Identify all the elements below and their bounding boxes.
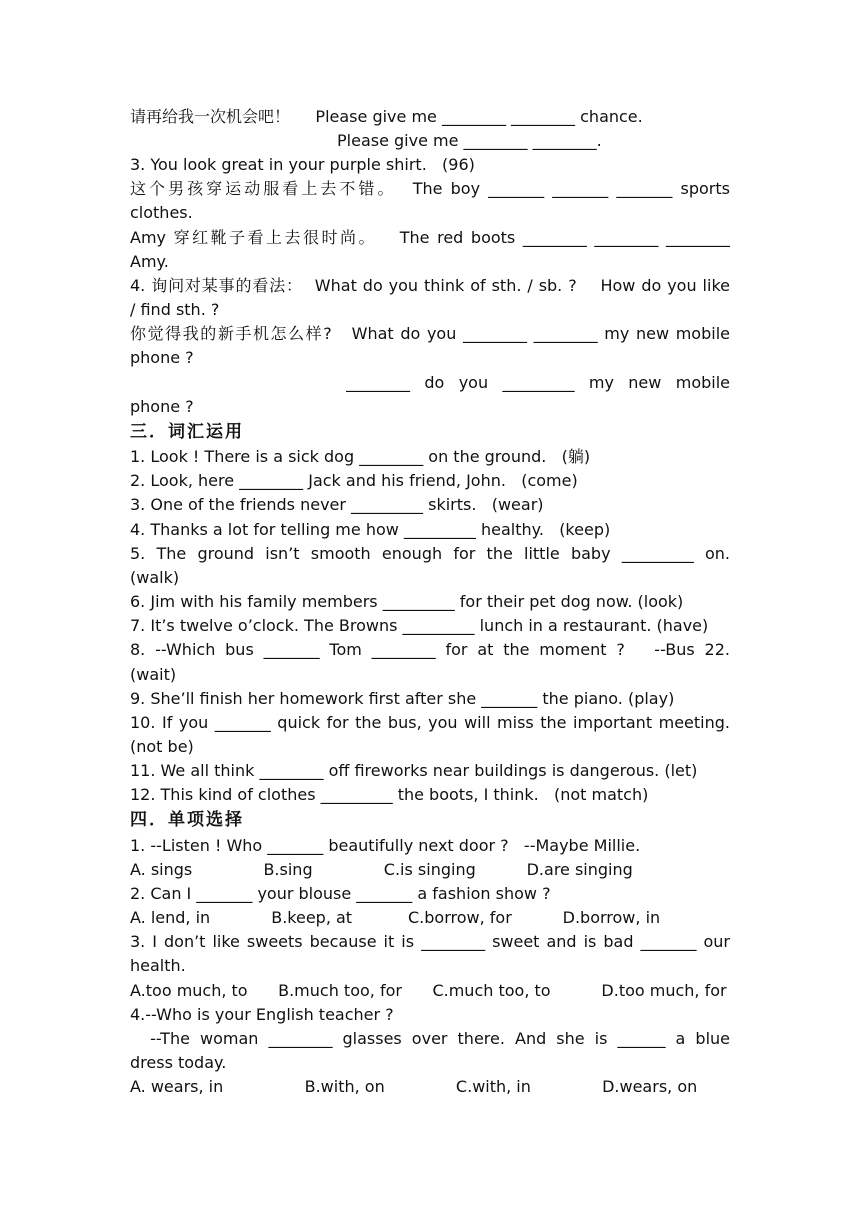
question-line: health.	[130, 956, 186, 975]
text-line: Please give me ________ ________.	[337, 131, 602, 150]
question-line: 3. One of the friends never _________ skirts. (wear)	[130, 495, 544, 514]
text-line: phone ?	[130, 348, 194, 367]
text-line: Amy.	[130, 252, 169, 271]
question-line: 2. Look, here ________ Jack and his friend, John. (come)	[130, 471, 578, 490]
text-line: 4. 询问对某事的看法： What do you think of sth. / sb. ? How do you like	[130, 276, 730, 295]
text-line: clothes.	[130, 203, 193, 222]
question-line: 6. Jim with his family members _________ for their pet dog now. (look)	[130, 592, 684, 611]
question-line: 8. --Which bus _______ Tom ________ for at the moment ? --Bus 22.	[130, 640, 730, 659]
question-line: 3. I don’t like sweets because it is ________ sweet and is bad _______ our	[130, 932, 730, 951]
question-line: 7. It’s twelve o’clock. The Browns _________ lunch in a restaurant. (have)	[130, 616, 709, 635]
question-line: dress today.	[130, 1053, 227, 1072]
text-line: / find sth. ?	[130, 300, 220, 319]
question-line: 1. --Listen ! Who _______ beautifully next door ? --Maybe Millie.	[130, 836, 641, 855]
text-line: 请再给我一次机会吧！ Please give me ________ ________ chance.	[130, 107, 643, 126]
question-line: 10. If you _______ quick for the bus, you will miss the important meeting.	[130, 713, 730, 732]
section-heading: 三．词汇运用	[130, 422, 244, 442]
question-line: 9. She’ll finish her homework first after she _______ the piano. (play)	[130, 689, 675, 708]
options-line: A. lend, in B.keep, at C.borrow, for D.borrow, in	[130, 908, 661, 927]
question-line: (wait)	[130, 665, 177, 684]
text-line: phone ?	[130, 397, 194, 416]
options-line: A. sings B.sing C.is singing D.are singing	[130, 860, 633, 879]
options-line: A. wears, in B.with, on C.with, in D.wears, on	[130, 1077, 698, 1096]
question-line: (walk)	[130, 568, 180, 587]
text-line: 这个男孩穿运动服看上去不错。 The boy _______ _______ _______ sports	[130, 179, 730, 198]
section-heading: 四．单项选择	[130, 810, 244, 830]
question-line: 4. Thanks a lot for telling me how _________ healthy. (keep)	[130, 520, 611, 539]
text-line: 你觉得我的新手机怎么样? What do you ________ ________ my new mobile	[130, 324, 730, 343]
question-line: 11. We all think ________ off fireworks near buildings is dangerous. (let)	[130, 761, 698, 780]
question-line: 5. The ground isn’t smooth enough for the little baby _________ on.	[130, 544, 730, 563]
question-line: (not be)	[130, 737, 194, 756]
question-line: --The woman ________ glasses over there. And she is ______ a blue	[130, 1029, 730, 1048]
question-line: 12. This kind of clothes _________ the boots, I think. (not match)	[130, 785, 649, 804]
options-line: A.too much, to B.much too, for C.much too, to D.too much, for	[130, 981, 727, 1000]
question-line: 4.--Who is your English teacher ?	[130, 1005, 394, 1024]
question-line: 2. Can I _______ your blouse _______ a fashion show ?	[130, 884, 551, 903]
text-line: 3. You look great in your purple shirt. (96)	[130, 155, 475, 174]
question-line: 1. Look ! There is a sick dog ________ on the ground. (躺)	[130, 447, 591, 466]
text-line: ________ do you _________ my new mobile	[346, 373, 730, 392]
text-line: Amy 穿红靴子看上去很时尚。 The red boots ________ ________ ________	[130, 228, 730, 247]
